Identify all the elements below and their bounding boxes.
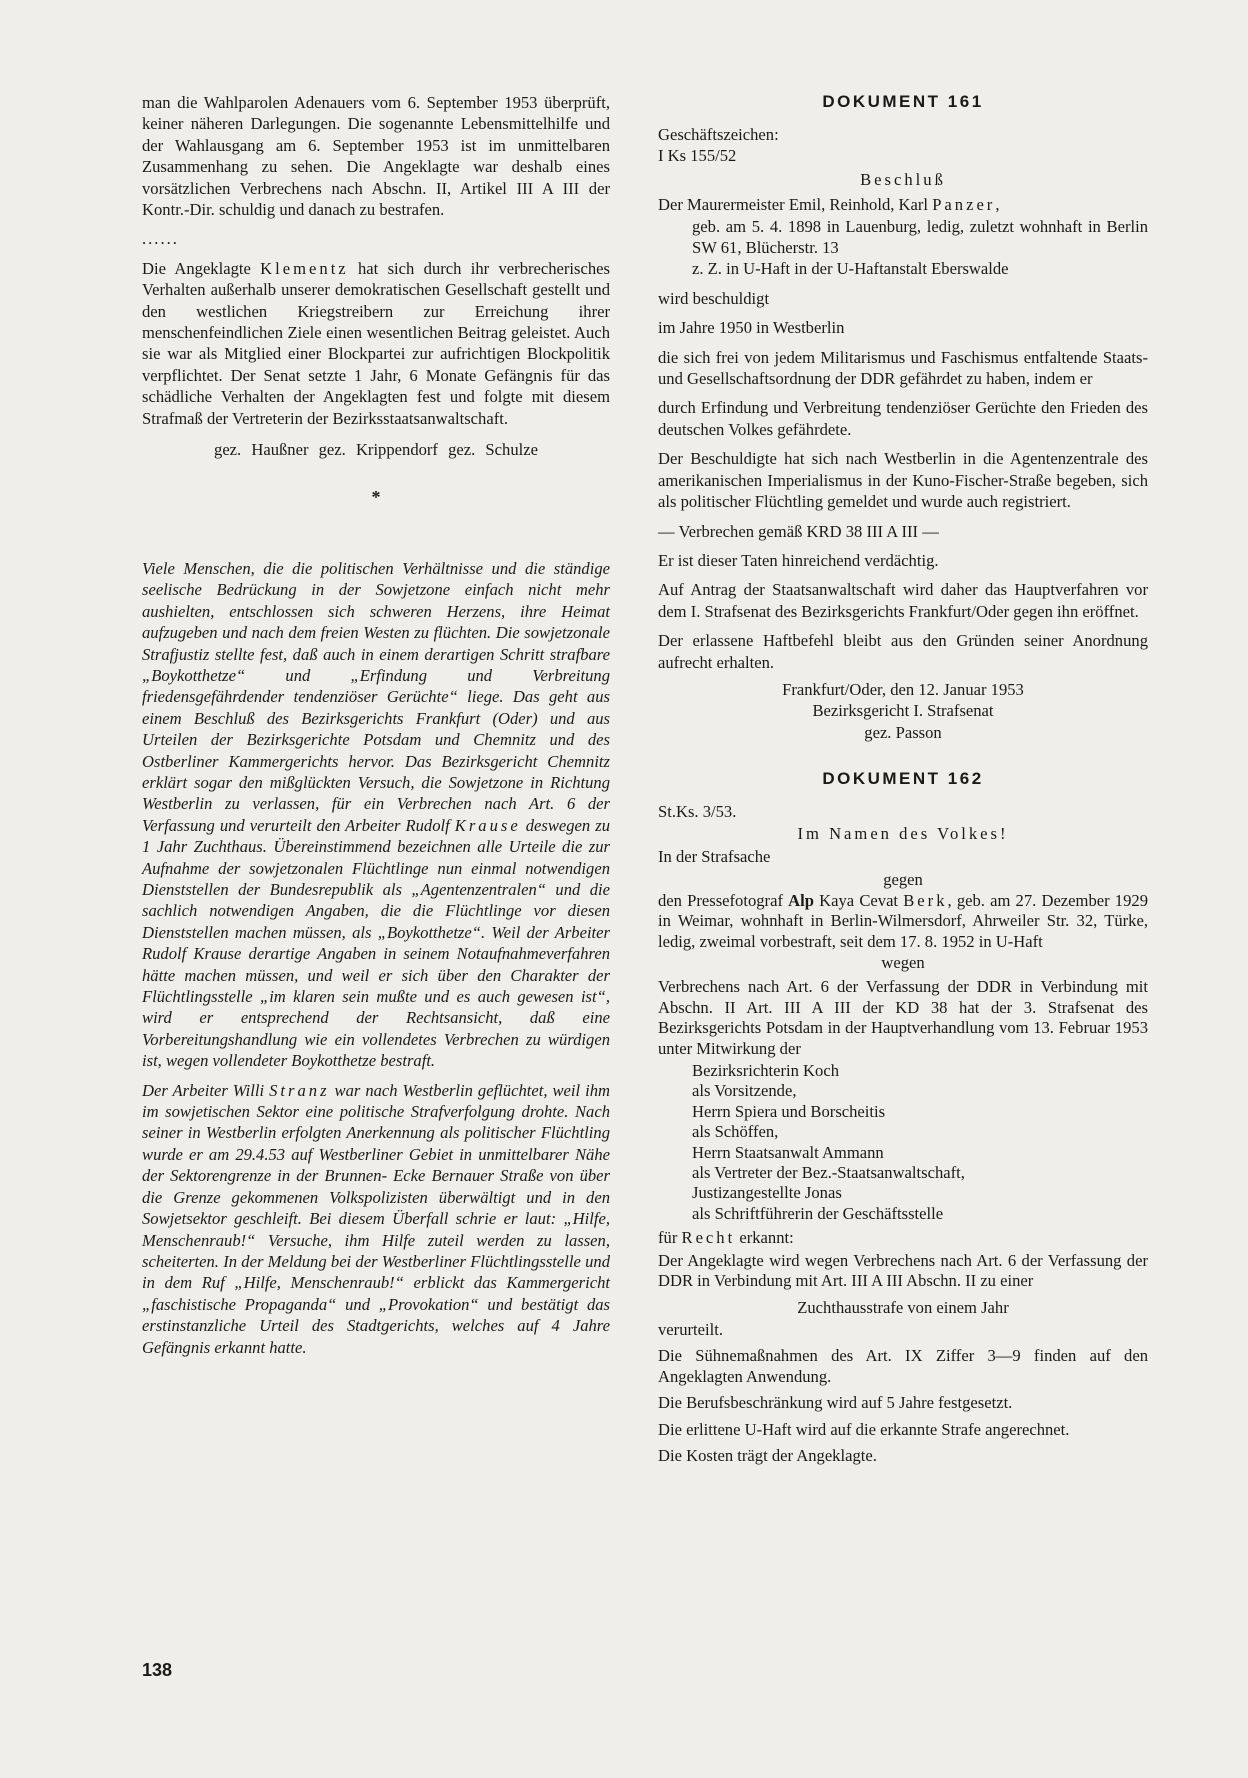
section-separator: * — [371, 486, 381, 507]
reference-number: I Ks 155/52 — [658, 146, 737, 166]
paragraph: durch Erfindung und Verbreitung tendenziöser Gerüchte den Frieden des deutschen Volkes gefährdete. — [658, 398, 1148, 439]
paragraph: man die Wahlparolen Adenauers vom 6. September 1953 überprüft, keiner näheren Darlegungen. Die sogenannte Lebensmittelhilfe und der Wahlausgang am 6. September 1953 ist im unmittelbaren Zusammenhang zu sehen. Die Angeklagte war deshalb eines vorsätzlichen Verbrechens nach Abschn. II, Artikel III A III der Kontr.-Dir. schuldig und danach zu bestrafen. — [142, 93, 610, 220]
court-name: Bezirksgericht I. Strafsenat — [812, 701, 994, 721]
document-heading: DOKUMENT 162 — [822, 769, 984, 789]
paragraph: den Pressefotograf Alp Kaya Cevat Berk, geb. am 27. Dezember 1929 in Weimar, wohnhaft in Berlin-Wilmersdorf, Ahrweiler Str. 32, Türke, ledig, zweimal vorbestraft, seit dem 17. 8. 1952 in U-Haft — [658, 890, 1148, 951]
paragraph: Der erlassene Haftbefehl bleibt aus den Gründen seiner Anordnung aufrecht erhalten. — [658, 631, 1148, 672]
member: Bezirksrichterin Koch — [692, 1061, 839, 1081]
paragraph: Der Beschuldigte hat sich nach Westberlin in die Agentenzentrale des amerikanischen Imperialismus in der Kuno-Fischer-Straße begeben, sich als politischer Flüchtling gemeldet und wurde auch registriert. — [658, 449, 1148, 512]
paragraph: z. Z. in U-Haft in der U-Haftanstalt Eberswalde — [692, 259, 1009, 279]
paragraph: gegen — [883, 870, 923, 890]
paragraph: Die Kosten trägt der Angeklagte. — [658, 1445, 877, 1465]
paragraph: im Jahre 1950 in Westberlin — [658, 318, 845, 338]
reference-label: Geschäftszeichen: — [658, 125, 779, 144]
sentence: Zuchthausstrafe von einem Jahr — [797, 1297, 1009, 1317]
document-title: Beschluß — [860, 169, 946, 189]
member-role: als Schriftführerin der Geschäftsstelle — [692, 1203, 944, 1223]
member-role: als Vorsitzende, — [692, 1081, 797, 1101]
commentary-paragraph: Viele Menschen, die die politischen Verhältnisse und die ständige seelische Bedrückung in der Sowjetzone einfach nicht mehr aushielten, entschlossen sich schweren Herzens, ihre Heimat aufzugeben und nach dem freien Westen zu flüchten. Die sowjetzonale Strafjustiz stellte fest, daß auch in einem derartigen Schritt strafbare „Boykotthetze“ und „Erfindung und Verbreitung friedensgefährdender tendenziöser Gerüchte“ liege. Das geht aus einem Beschluß des Bezirksgerichts Frankfurt (Oder) und aus Urteilen der Bezirksgerichte Potsdam und Chemnitz und des Ostberliner Kammergerichts hervor. Das Bezirksgericht Chemnitz erklärt sogar den mißglückten Versuch, die Sowjetzone in Richtung Westberlin zu verlassen, für ein Verbrechen nach Art. 6 der Verfassung und verurteilt den Arbeiter Rudolf Krause deswegen zu 1 Jahr Zuchthaus. Übereinstimmend bezeichnen alle Urteile die zur Aufnahme der sowjetzonalen Flüchtlinge nun einmal notwendigen Dienststellen der Bundesrepublik als „Agentenzentralen“ und die sachlich notwendigen Angaben, die die Flüchtlinge vor diesen Dienststellen machen müssen, als „Boykotthetze“. Weil der Arbeiter Rudolf Krause derartige Angaben in seinem Notaufnahmeverfahren hätte machen müssen, und weil er sich über den Charakter der Flüchtlingsstelle „im klaren sein mußte und es auch gewesen ist“, wird er entsprechend der Rechtsansicht, daß eine Vorbereitungshandlung wie ein vollendetes Verbrechen zu würdigen ist, wegen vollendeter Boykotthetze bestraft. — [142, 558, 610, 1071]
paragraph: verurteilt. — [658, 1319, 723, 1339]
member: Herrn Spiera und Borscheitis — [692, 1101, 886, 1121]
left-column — [142, 92, 610, 1358]
spaced-word: Recht — [681, 1228, 736, 1248]
paragraph: Verbrechens nach Art. 6 der Verfassung der DDR in Verbindung mit Abschn. II Art. III A III der KD 38 hat der 3. Strafsenat des Bezirksgerichts Potsdam in der Hauptverhandlung vom 13. Februar 1953 unter Mitwirkung der — [658, 977, 1148, 1058]
right-column — [658, 92, 1148, 1466]
paragraph: die sich frei von jedem Militarismus und Faschismus entfaltende Staats- und Gesellschaftsordnung der DDR gefährdet zu haben, indem er — [658, 347, 1148, 389]
spaced-name: Berk — [903, 890, 948, 910]
reference-number: St.Ks. 3/53. — [658, 802, 737, 822]
paragraph: In der Strafsache — [658, 846, 771, 866]
spaced-name: Stranz — [269, 1080, 330, 1100]
signature-line: gez. Haußner gez. Krippendorf gez. Schulze — [214, 440, 538, 460]
ellipsis: ...... — [142, 229, 179, 249]
paragraph: wegen — [881, 953, 925, 972]
bold-name: Alp — [788, 890, 814, 910]
place-date: Frankfurt/Oder, den 12. Januar 1953 — [782, 679, 1024, 699]
paragraph: für Recht erkannt: — [658, 1228, 794, 1248]
spaced-name: Klementz — [260, 258, 349, 278]
spaced-name: Panzer — [932, 195, 996, 215]
paragraph: Der Maurermeister Emil, Reinhold, Karl Panzer, — [658, 195, 1000, 215]
paragraph: — Verbrechen gemäß KRD 38 III A III — — [658, 521, 939, 541]
member-role: als Schöffen, — [692, 1122, 779, 1142]
page-number: 138 — [142, 1660, 173, 1680]
paragraph: Die Berufsbeschränkung wird auf 5 Jahre festgesetzt. — [658, 1393, 1013, 1413]
paragraph: Die Angeklagte Klementz hat sich durch ihr verbrecherisches Verhalten außerhalb unserer demokratischen Gesellschaft gestellt und den westlichen Kriegstreibern zur Erreichung ihrer menschenfeindlichen Ziele einen wesentlichen Beitrag geleistet. Auch sie war als Mitglied einer Blockpartei zur aufrichtigen Blockpolitik verpflichtet. Der Senat setzte 1 Jahr, 6 Monate Gefängnis für das schädliche Verhalten der Angeklagten fest und folgte mit diesem Strafmaß der Vertreterin der Bezirksstaatsanwaltschaft. — [142, 258, 610, 428]
document-title: Im Namen des Volkes! — [797, 823, 1009, 843]
signature: gez. Passon — [864, 722, 942, 742]
spaced-name: Krause — [454, 815, 521, 835]
paragraph: Auf Antrag der Staatsanwaltschaft wird daher das Hauptverfahren vor dem I. Strafsenat des Bezirksgerichts Frankfurt/Oder gegen ihn eröffnet. — [658, 580, 1148, 621]
paragraph: Er ist dieser Taten hinreichend verdächtig. — [658, 550, 939, 570]
member: Herrn Staatsanwalt Ammann — [692, 1142, 884, 1162]
member-role: als Vertreter der Bez.-Staatsanwaltschaft, — [692, 1163, 965, 1183]
paragraph: wird beschuldigt — [658, 288, 770, 308]
paragraph: Die erlittene U-Haft wird auf die erkannte Strafe angerechnet. — [658, 1419, 1070, 1439]
paragraph: Die Sühnemaßnahmen des Art. IX Ziffer 3—9 finden auf den Angeklagten Anwendung. — [658, 1346, 1148, 1386]
paragraph: Der Angeklagte wird wegen Verbrechens nach Art. 6 der Verfassung der DDR in Verbindung mit Art. III A III Abschn. II zu einer — [658, 1250, 1148, 1291]
document-heading: DOKUMENT 161 — [822, 92, 984, 111]
commentary-paragraph: Der Arbeiter Willi Stranz war nach Westberlin geflüchtet, weil ihm im sowjetischen Sektor eine politische Strafverfolgung drohte. Nach seiner in Westberlin erfolgten Anerkennung als politischer Flüchtling wurde er am 29.4.53 auf Westberliner Gebiet in unmittelbarer Nähe der Sektorengrenze in der Brunnen- Ecke Bernauer Straße von über die Grenze gekommenen Volkspolizisten überwältigt und in den Sowjetsektor geschleift. Bei diesem Überfall schrie er laut: „Hilfe, Menschenraub!“ Versuche, ihm Hilfe zuteil werden zu lassen, scheiterten. In der Meldung bei der Westberliner Flüchtlingsstelle und in dem Ruf „Hilfe, Menschenraub!“ erblickt das Kammergericht „faschistische Propaganda“ und „Provokation“ und bestätigt das erstinstanzliche Urteil des Stadtgerichts, welches auf 4 Jahre Gefängnis erkannt hatte. — [142, 1080, 610, 1357]
paragraph: geb. am 5. 4. 1898 in Lauenburg, ledig, zuletzt wohnhaft in Berlin SW 61, Blücherstr. 13 — [692, 216, 1148, 258]
member: Justizangestellte Jonas — [692, 1183, 842, 1203]
